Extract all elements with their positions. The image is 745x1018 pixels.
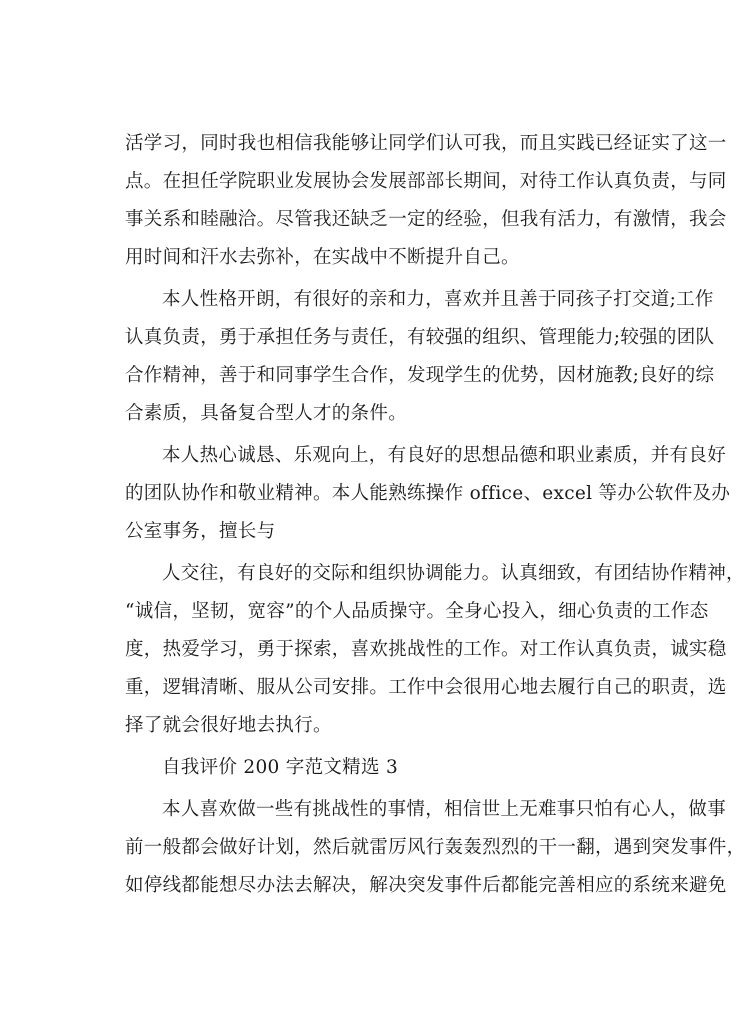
- text-line: 度，热爱学习，勇于探索，喜欢挑战性的工作。对工作认真负责，诚实稳: [125, 639, 727, 660]
- section-heading: 自我评价 200 字范文精选 3: [162, 757, 399, 778]
- paragraph-start-line: 本人喜欢做一些有挑战性的事情，相信世上无难事只怕有心人，做事: [162, 799, 727, 820]
- paragraph-start-line: 本人性格开朗，有很好的亲和力，喜欢并且善于同孩子打交道;工作: [162, 289, 714, 310]
- text-line: 前一般都会做好计划，然后就雷厉风行轰轰烈烈的干一翻，遇到突发事件，: [125, 837, 745, 858]
- text-line: 合作精神，善于和同事学生合作，发现学生的优势，因材施教;良好的综: [125, 365, 715, 386]
- text-line: 如停线都能想尽办法去解决，解决突发事件后都能完善相应的系统来避免: [125, 875, 727, 896]
- paragraph-start-line: 本人热心诚恳、乐观向上，有良好的思想品德和职业素质，并有良好: [162, 445, 727, 466]
- text-line: 合素质，具备复合型人才的条件。: [125, 403, 408, 424]
- text-line: 活学习，同时我也相信我能够让同学们认可我，而且实践已经证实了这一: [125, 133, 727, 154]
- text-line: “诚信，坚韧，宽容”的个人品质操守。全身心投入，细心负责的工作态: [125, 601, 709, 622]
- text-line: 点。在担任学院职业发展协会发展部部长期间，对待工作认真负责，与同: [125, 171, 727, 192]
- text-line: 用时间和汗水去弥补，在实战中不断提升自己。: [125, 247, 520, 268]
- text-line: 公室事务，擅长与: [125, 521, 276, 542]
- paragraph-start-line: 人交往，有良好的交际和组织协调能力。认真细致，有团结协作精神，: [162, 563, 745, 584]
- text-line: 的团队协作和敬业精神。本人能熟练操作 office、excel 等办公软件及办: [125, 483, 731, 504]
- text-line: 重，逻辑清晰、服从公司安排。工作中会很用心地去履行自己的职责，选: [125, 677, 727, 698]
- text-line: 择了就会很好地去执行。: [125, 715, 332, 736]
- text-line: 事关系和睦融洽。尽管我还缺乏一定的经验，但我有活力，有激情，我会: [125, 209, 727, 230]
- text-line: 认真负责，勇于承担任务与责任，有较强的组织、管理能力;较强的团队: [125, 327, 715, 348]
